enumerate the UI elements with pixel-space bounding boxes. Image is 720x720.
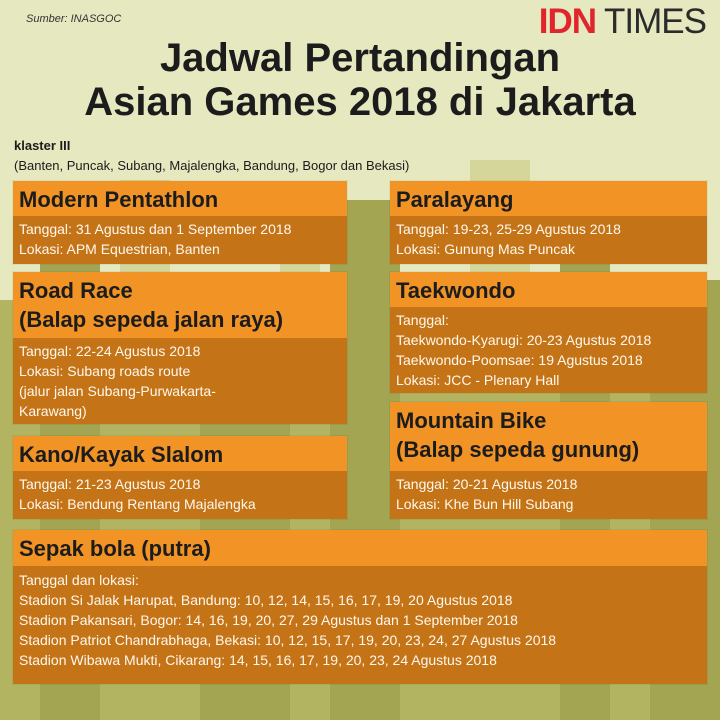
- page-title-line-2: Asian Games 2018 di Jakarta: [84, 80, 636, 124]
- event-detail-line: Tanggal: 31 Agustus dan 1 September 2018: [19, 221, 292, 237]
- event-title-main: Road Race: [19, 278, 133, 303]
- event-card-taekwondo: [390, 272, 707, 393]
- event-detail-line: Tanggal dan lokasi:: [19, 572, 139, 588]
- cluster-regions: (Banten, Puncak, Subang, Majalengka, Bandung, Bogor dan Bekasi): [14, 158, 410, 173]
- event-title: Taekwondo: [396, 278, 516, 303]
- event-details: [13, 566, 707, 684]
- event-details: [390, 471, 707, 519]
- event-card-kano-kayak: [13, 436, 347, 519]
- event-card-sepak-bola: [13, 530, 707, 684]
- event-subtitle: (Balap sepeda jalan raya): [19, 307, 284, 332]
- event-detail-line: Tanggal: 19-23, 25-29 Agustus 2018: [396, 221, 621, 237]
- event-card-paralayang: [390, 181, 707, 264]
- event-title: Modern Pentathlon: [19, 187, 219, 212]
- cluster-info: [14, 136, 409, 176]
- page-title-line-1: Jadwal Pertandingan: [159, 36, 561, 80]
- event-card-modern-pentathlon: [13, 181, 347, 264]
- event-detail-line: Karawang): [19, 403, 87, 419]
- event-detail-line: Lokasi: Gunung Mas Puncak: [396, 241, 575, 257]
- event-detail-line: Stadion Wibawa Mukti, Cikarang: 14, 15, 16, 17, 19, 20, 23, 24 Agustus 2018: [19, 652, 497, 668]
- event-detail-line: Tanggal: 22-24 Agustus 2018: [19, 343, 201, 359]
- event-details: [390, 307, 707, 393]
- event-subtitle: (Balap sepeda gunung): [396, 437, 640, 462]
- event-detail-line: Lokasi: APM Equestrian, Banten: [19, 241, 220, 257]
- event-detail-line: Tanggal:: [396, 312, 449, 328]
- event-title-main: Mountain Bike: [396, 408, 547, 433]
- event-details: [13, 216, 347, 264]
- event-details: [13, 338, 347, 424]
- event-title: Paralayang: [396, 187, 514, 212]
- event-detail-line: Lokasi: Khe Bun Hill Subang: [396, 496, 574, 512]
- event-card-road-race: [13, 272, 347, 424]
- event-detail-line: Tanggal: 20-21 Agustus 2018: [396, 476, 578, 492]
- event-detail-line: Lokasi: JCC - Plenary Hall: [396, 372, 560, 388]
- event-detail-line: Lokasi: Subang roads route: [19, 363, 191, 379]
- event-detail-line: (jalur jalan Subang-Purwakarta-: [19, 383, 216, 399]
- event-title: Sepak bola (putra): [19, 536, 211, 561]
- cluster-label: klaster III: [14, 138, 71, 153]
- event-detail-line: Stadion Patriot Chandrabhaga, Bekasi: 10, 12, 15, 17, 19, 20, 23, 24, 27 Agustus 2018: [19, 632, 557, 648]
- logo-times: TIMES: [604, 2, 706, 41]
- event-detail-line: Stadion Si Jalak Harupat, Bandung: 10, 12, 14, 15, 16, 17, 19, 20 Agustus 2018: [19, 592, 513, 608]
- event-title: [13, 272, 347, 334]
- event-detail-line: Taekwondo-Poomsae: 19 Agustus 2018: [396, 352, 643, 368]
- event-title: [390, 402, 707, 464]
- event-detail-line: Taekwondo-Kyarugi: 20-23 Agustus 2018: [396, 332, 652, 348]
- event-detail-line: Tanggal: 21-23 Agustus 2018: [19, 476, 201, 492]
- logo-idn: IDN: [538, 2, 597, 41]
- event-details: [13, 471, 347, 519]
- event-title: Kano/Kayak Slalom: [19, 442, 224, 467]
- event-card-mountain-bike: [390, 402, 707, 519]
- event-detail-line: Stadion Pakansari, Bogor: 14, 16, 19, 20, 27, 29 Agustus dan 1 September 2018: [19, 612, 518, 628]
- event-detail-line: Lokasi: Bendung Rentang Majalengka: [19, 496, 256, 512]
- source-credit: Sumber: INASGOC: [26, 13, 122, 25]
- event-details: [390, 216, 707, 264]
